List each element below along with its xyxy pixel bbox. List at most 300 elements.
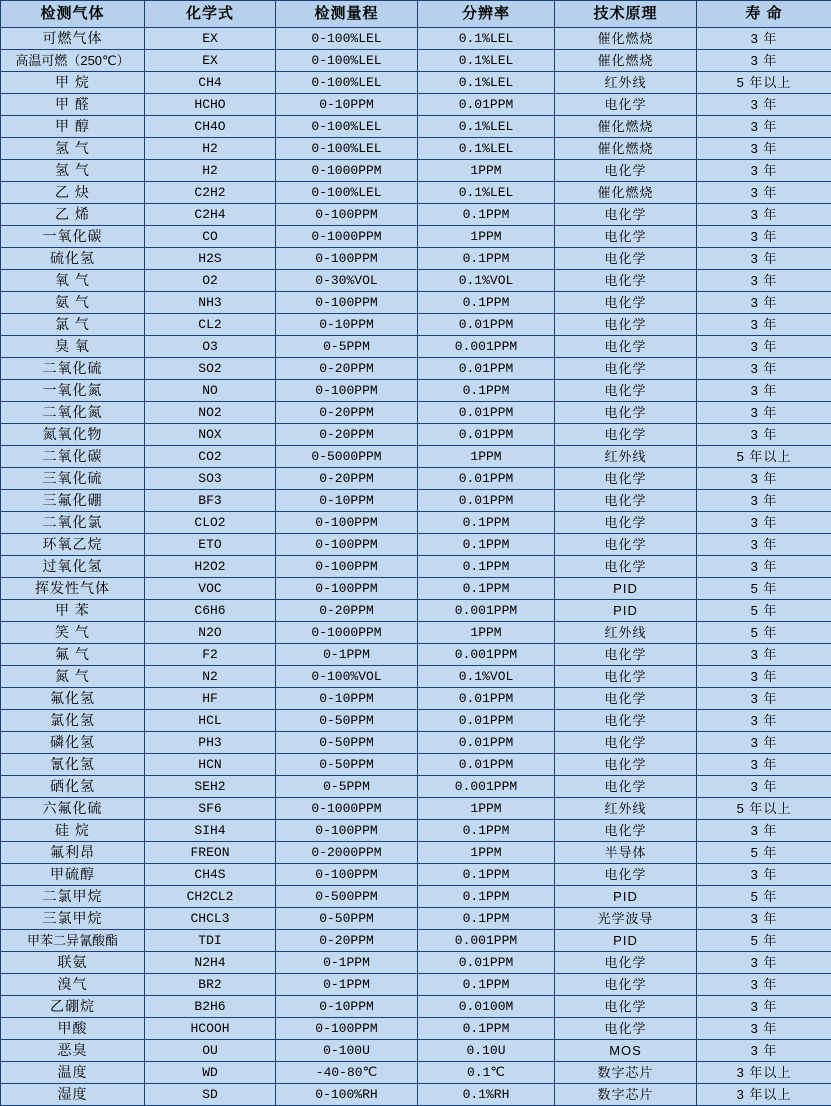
table-row <box>1 138 831 160</box>
cell-lifetime: 5 年 <box>697 578 831 600</box>
table-row <box>1 1084 831 1106</box>
cell-formula: N2H4 <box>145 952 276 974</box>
cell-principle: 电化学 <box>555 534 697 556</box>
cell-formula: CH4 <box>145 72 276 94</box>
cell-range: 0-20PPM <box>276 930 418 952</box>
cell-resolution: 1PPM <box>418 798 555 820</box>
cell-resolution: 0.1PPM <box>418 864 555 886</box>
cell-gas-name: 氮氧化物 <box>1 424 145 446</box>
cell-range: 0-100PPM <box>276 556 418 578</box>
cell-formula: SF6 <box>145 798 276 820</box>
cell-gas-name: 臭 氧 <box>1 336 145 358</box>
table-row <box>1 270 831 292</box>
cell-range: 0-10PPM <box>276 94 418 116</box>
cell-lifetime: 3 年 <box>697 556 831 578</box>
cell-gas-name: 二氧化碳 <box>1 446 145 468</box>
cell-range: 0-100%RH <box>276 1084 418 1106</box>
cell-gas-name: 笑 气 <box>1 622 145 644</box>
cell-lifetime: 3 年 <box>697 94 831 116</box>
cell-formula: HCOOH <box>145 1018 276 1040</box>
cell-lifetime: 3 年 <box>697 116 831 138</box>
cell-gas-name: 乙 烯 <box>1 204 145 226</box>
cell-range: 0-100PPM <box>276 820 418 842</box>
cell-range: 0-100PPM <box>276 864 418 886</box>
cell-gas-name: 氟化氢 <box>1 688 145 710</box>
cell-resolution: 0.0100M <box>418 996 555 1018</box>
cell-range: 0-100PPM <box>276 1018 418 1040</box>
table-row <box>1 336 831 358</box>
cell-resolution: 0.001PPM <box>418 930 555 952</box>
cell-lifetime: 3 年 <box>697 776 831 798</box>
cell-lifetime: 3 年以上 <box>697 1062 831 1084</box>
cell-principle: 电化学 <box>555 490 697 512</box>
cell-resolution: 0.1PPM <box>418 248 555 270</box>
cell-resolution: 0.01PPM <box>418 424 555 446</box>
cell-resolution: 1PPM <box>418 842 555 864</box>
cell-resolution: 0.1%VOL <box>418 666 555 688</box>
cell-resolution: 0.1PPM <box>418 1018 555 1040</box>
cell-gas-name: 湿度 <box>1 1084 145 1106</box>
cell-resolution: 0.01PPM <box>418 952 555 974</box>
cell-gas-name: 二氯甲烷 <box>1 886 145 908</box>
table-row <box>1 116 831 138</box>
cell-formula: N2O <box>145 622 276 644</box>
cell-lifetime: 3 年 <box>697 270 831 292</box>
cell-formula: CL2 <box>145 314 276 336</box>
cell-principle: 半导体 <box>555 842 697 864</box>
cell-lifetime: 3 年 <box>697 820 831 842</box>
cell-resolution: 0.01PPM <box>418 468 555 490</box>
cell-resolution: 1PPM <box>418 446 555 468</box>
cell-range: 0-1PPM <box>276 644 418 666</box>
cell-gas-name: 环氧乙烷 <box>1 534 145 556</box>
cell-formula: HCN <box>145 754 276 776</box>
table-row <box>1 182 831 204</box>
cell-gas-name: 氟 气 <box>1 644 145 666</box>
table-row <box>1 820 831 842</box>
cell-resolution: 0.1PPM <box>418 578 555 600</box>
cell-principle: 电化学 <box>555 1018 697 1040</box>
cell-gas-name: 氢 气 <box>1 138 145 160</box>
cell-lifetime: 3 年 <box>697 468 831 490</box>
cell-gas-name: 二氧化硫 <box>1 358 145 380</box>
table-row <box>1 886 831 908</box>
cell-principle: 电化学 <box>555 380 697 402</box>
cell-lifetime: 3 年 <box>697 424 831 446</box>
cell-lifetime: 3 年 <box>697 688 831 710</box>
cell-principle: 电化学 <box>555 94 697 116</box>
cell-formula: C6H6 <box>145 600 276 622</box>
cell-gas-name: 过氧化氢 <box>1 556 145 578</box>
cell-lifetime: 3 年 <box>697 226 831 248</box>
table-row <box>1 248 831 270</box>
table-row <box>1 314 831 336</box>
table-row <box>1 1062 831 1084</box>
cell-range: 0-100PPM <box>276 512 418 534</box>
cell-principle: PID <box>555 578 697 600</box>
cell-gas-name: 三氟化硼 <box>1 490 145 512</box>
cell-principle: 电化学 <box>555 996 697 1018</box>
header-principle: 技术原理 <box>555 1 697 28</box>
cell-principle: 电化学 <box>555 820 697 842</box>
cell-lifetime: 3 年 <box>697 358 831 380</box>
cell-gas-name: 氧 气 <box>1 270 145 292</box>
cell-lifetime: 5 年 <box>697 930 831 952</box>
cell-resolution: 0.1%LEL <box>418 50 555 72</box>
cell-formula: FREON <box>145 842 276 864</box>
cell-gas-name: 甲苯二异氰酸酯 <box>1 930 145 952</box>
cell-resolution: 0.1PPM <box>418 512 555 534</box>
cell-formula: NO2 <box>145 402 276 424</box>
cell-formula: CO <box>145 226 276 248</box>
cell-principle: 数字芯片 <box>555 1062 697 1084</box>
table-row <box>1 534 831 556</box>
cell-principle: MOS <box>555 1040 697 1062</box>
cell-resolution: 0.001PPM <box>418 600 555 622</box>
cell-range: -40-80℃ <box>276 1062 418 1084</box>
table-row <box>1 930 831 952</box>
cell-resolution: 0.01PPM <box>418 732 555 754</box>
cell-gas-name: 氟利昂 <box>1 842 145 864</box>
cell-gas-name: 氯 气 <box>1 314 145 336</box>
cell-principle: 电化学 <box>555 468 697 490</box>
cell-resolution: 0.001PPM <box>418 336 555 358</box>
cell-formula: NH3 <box>145 292 276 314</box>
cell-resolution: 0.1%LEL <box>418 28 555 50</box>
cell-formula: SIH4 <box>145 820 276 842</box>
cell-gas-name: 三氯甲烷 <box>1 908 145 930</box>
cell-resolution: 0.01PPM <box>418 314 555 336</box>
cell-resolution: 0.1PPM <box>418 908 555 930</box>
cell-range: 0-50PPM <box>276 710 418 732</box>
cell-lifetime: 3 年 <box>697 204 831 226</box>
cell-gas-name: 乙 炔 <box>1 182 145 204</box>
cell-gas-name: 硅 烷 <box>1 820 145 842</box>
cell-resolution: 0.1%VOL <box>418 270 555 292</box>
cell-gas-name: 一氧化碳 <box>1 226 145 248</box>
cell-formula: OU <box>145 1040 276 1062</box>
table-row <box>1 776 831 798</box>
cell-lifetime: 3 年 <box>697 996 831 1018</box>
cell-lifetime: 5 年 <box>697 842 831 864</box>
cell-gas-name: 硫化氢 <box>1 248 145 270</box>
cell-resolution: 0.1%LEL <box>418 138 555 160</box>
cell-gas-name: 高温可燃（250℃） <box>1 50 145 72</box>
cell-lifetime: 3 年 <box>697 534 831 556</box>
cell-range: 0-100%LEL <box>276 72 418 94</box>
cell-lifetime: 3 年以上 <box>697 1084 831 1106</box>
cell-gas-name: 二氧化氮 <box>1 402 145 424</box>
cell-resolution: 0.01PPM <box>418 490 555 512</box>
cell-lifetime: 3 年 <box>697 28 831 50</box>
cell-principle: 催化燃烧 <box>555 50 697 72</box>
cell-principle: 电化学 <box>555 644 697 666</box>
cell-lifetime: 3 年 <box>697 864 831 886</box>
table-row <box>1 908 831 930</box>
cell-principle: 电化学 <box>555 424 697 446</box>
cell-formula: VOC <box>145 578 276 600</box>
cell-formula: HCL <box>145 710 276 732</box>
cell-resolution: 0.1%LEL <box>418 116 555 138</box>
table-row <box>1 358 831 380</box>
cell-formula: WD <box>145 1062 276 1084</box>
cell-formula: C2H2 <box>145 182 276 204</box>
cell-resolution: 1PPM <box>418 226 555 248</box>
cell-range: 0-50PPM <box>276 754 418 776</box>
cell-resolution: 0.1PPM <box>418 380 555 402</box>
cell-principle: 电化学 <box>555 666 697 688</box>
cell-gas-name: 甲酸 <box>1 1018 145 1040</box>
cell-range: 0-20PPM <box>276 468 418 490</box>
cell-principle: 电化学 <box>555 314 697 336</box>
table-row <box>1 578 831 600</box>
cell-formula: N2 <box>145 666 276 688</box>
table-row <box>1 666 831 688</box>
cell-resolution: 0.01PPM <box>418 710 555 732</box>
cell-range: 0-10PPM <box>276 688 418 710</box>
table-row <box>1 1018 831 1040</box>
cell-lifetime: 3 年 <box>697 292 831 314</box>
cell-lifetime: 3 年 <box>697 160 831 182</box>
cell-formula: CH4S <box>145 864 276 886</box>
cell-gas-name: 二氧化氯 <box>1 512 145 534</box>
cell-range: 0-100PPM <box>276 248 418 270</box>
header-formula: 化学式 <box>145 1 276 28</box>
cell-range: 0-100PPM <box>276 292 418 314</box>
cell-lifetime: 5 年 <box>697 886 831 908</box>
table-row <box>1 952 831 974</box>
cell-principle: 红外线 <box>555 446 697 468</box>
cell-range: 0-2000PPM <box>276 842 418 864</box>
cell-range: 0-50PPM <box>276 732 418 754</box>
cell-resolution: 0.1PPM <box>418 556 555 578</box>
cell-resolution: 0.1PPM <box>418 534 555 556</box>
cell-resolution: 0.01PPM <box>418 754 555 776</box>
cell-formula: NOX <box>145 424 276 446</box>
cell-formula: CH4O <box>145 116 276 138</box>
cell-gas-name: 可燃气体 <box>1 28 145 50</box>
table-row <box>1 424 831 446</box>
cell-formula: CLO2 <box>145 512 276 534</box>
cell-lifetime: 3 年 <box>697 952 831 974</box>
cell-range: 0-1000PPM <box>276 160 418 182</box>
cell-gas-name: 恶臭 <box>1 1040 145 1062</box>
cell-lifetime: 3 年 <box>697 1018 831 1040</box>
table-row <box>1 798 831 820</box>
cell-range: 0-100%LEL <box>276 50 418 72</box>
cell-formula: H2 <box>145 160 276 182</box>
cell-resolution: 1PPM <box>418 160 555 182</box>
cell-range: 0-5PPM <box>276 336 418 358</box>
cell-resolution: 0.1PPM <box>418 820 555 842</box>
cell-principle: 电化学 <box>555 358 697 380</box>
cell-gas-name: 甲硫醇 <box>1 864 145 886</box>
cell-principle: 电化学 <box>555 402 697 424</box>
cell-formula: BR2 <box>145 974 276 996</box>
cell-range: 0-100PPM <box>276 380 418 402</box>
cell-lifetime: 3 年 <box>697 248 831 270</box>
cell-lifetime: 5 年以上 <box>697 72 831 94</box>
cell-gas-name: 六氟化硫 <box>1 798 145 820</box>
cell-formula: BF3 <box>145 490 276 512</box>
cell-principle: PID <box>555 600 697 622</box>
cell-resolution: 1PPM <box>418 622 555 644</box>
cell-resolution: 0.1%RH <box>418 1084 555 1106</box>
table-row <box>1 226 831 248</box>
cell-lifetime: 3 年 <box>697 336 831 358</box>
cell-lifetime: 3 年 <box>697 754 831 776</box>
cell-formula: SEH2 <box>145 776 276 798</box>
table-row <box>1 28 831 50</box>
cell-range: 0-100PPM <box>276 204 418 226</box>
cell-lifetime: 3 年 <box>697 512 831 534</box>
cell-principle: 电化学 <box>555 688 697 710</box>
cell-principle: PID <box>555 886 697 908</box>
cell-formula: SD <box>145 1084 276 1106</box>
cell-gas-name: 氨 气 <box>1 292 145 314</box>
cell-range: 0-10PPM <box>276 490 418 512</box>
cell-formula: PH3 <box>145 732 276 754</box>
cell-principle: 电化学 <box>555 732 697 754</box>
cell-lifetime: 3 年 <box>697 380 831 402</box>
table-row <box>1 754 831 776</box>
cell-formula: CH2CL2 <box>145 886 276 908</box>
cell-range: 0-10PPM <box>276 996 418 1018</box>
table-row <box>1 512 831 534</box>
cell-formula: CHCL3 <box>145 908 276 930</box>
cell-resolution: 0.1%LEL <box>418 72 555 94</box>
cell-lifetime: 3 年 <box>697 50 831 72</box>
cell-lifetime: 3 年 <box>697 644 831 666</box>
cell-gas-name: 联氨 <box>1 952 145 974</box>
cell-gas-name: 三氧化硫 <box>1 468 145 490</box>
cell-gas-name: 硒化氢 <box>1 776 145 798</box>
cell-lifetime: 5 年 <box>697 622 831 644</box>
cell-principle: 电化学 <box>555 160 697 182</box>
cell-resolution: 0.001PPM <box>418 644 555 666</box>
header-range: 检测量程 <box>276 1 418 28</box>
table-body <box>1 28 831 1106</box>
cell-lifetime: 3 年 <box>697 138 831 160</box>
cell-formula: TDI <box>145 930 276 952</box>
cell-resolution: 0.01PPM <box>418 402 555 424</box>
cell-range: 0-30%VOL <box>276 270 418 292</box>
cell-formula: EX <box>145 50 276 72</box>
cell-formula: EX <box>145 28 276 50</box>
cell-lifetime: 5 年以上 <box>697 798 831 820</box>
cell-principle: 数字芯片 <box>555 1084 697 1106</box>
table-row <box>1 72 831 94</box>
cell-principle: 红外线 <box>555 72 697 94</box>
cell-range: 0-1PPM <box>276 952 418 974</box>
cell-gas-name: 一氧化氮 <box>1 380 145 402</box>
cell-lifetime: 3 年 <box>697 710 831 732</box>
cell-range: 0-20PPM <box>276 402 418 424</box>
cell-resolution: 0.001PPM <box>418 776 555 798</box>
cell-resolution: 0.01PPM <box>418 688 555 710</box>
cell-range: 0-100PPM <box>276 578 418 600</box>
cell-resolution: 0.01PPM <box>418 94 555 116</box>
cell-resolution: 0.01PPM <box>418 358 555 380</box>
cell-formula: O3 <box>145 336 276 358</box>
cell-principle: 催化燃烧 <box>555 116 697 138</box>
table-row <box>1 204 831 226</box>
cell-range: 0-50PPM <box>276 908 418 930</box>
cell-lifetime: 3 年 <box>697 908 831 930</box>
cell-range: 0-5000PPM <box>276 446 418 468</box>
cell-principle: 红外线 <box>555 622 697 644</box>
header-resolution: 分辨率 <box>418 1 555 28</box>
cell-gas-name: 氰化氢 <box>1 754 145 776</box>
cell-principle: 电化学 <box>555 204 697 226</box>
cell-resolution: 0.1PPM <box>418 886 555 908</box>
cell-range: 0-5PPM <box>276 776 418 798</box>
table-row <box>1 732 831 754</box>
cell-resolution: 0.10U <box>418 1040 555 1062</box>
cell-range: 0-100%LEL <box>276 116 418 138</box>
cell-principle: 电化学 <box>555 248 697 270</box>
cell-principle: 电化学 <box>555 226 697 248</box>
cell-range: 0-1000PPM <box>276 226 418 248</box>
header-lifetime: 寿 命 <box>697 1 831 28</box>
table-row <box>1 600 831 622</box>
cell-range: 0-20PPM <box>276 424 418 446</box>
cell-formula: B2H6 <box>145 996 276 1018</box>
cell-formula: H2 <box>145 138 276 160</box>
cell-principle: 电化学 <box>555 754 697 776</box>
cell-range: 0-10PPM <box>276 314 418 336</box>
cell-resolution: 0.1PPM <box>418 204 555 226</box>
cell-principle: 电化学 <box>555 710 697 732</box>
cell-gas-name: 氯化氢 <box>1 710 145 732</box>
cell-range: 0-500PPM <box>276 886 418 908</box>
cell-principle: 催化燃烧 <box>555 138 697 160</box>
cell-principle: PID <box>555 930 697 952</box>
cell-range: 0-20PPM <box>276 600 418 622</box>
table-row <box>1 94 831 116</box>
table-row <box>1 160 831 182</box>
table-row <box>1 622 831 644</box>
cell-resolution: 0.1PPM <box>418 292 555 314</box>
cell-range: 0-100%LEL <box>276 182 418 204</box>
cell-formula: SO2 <box>145 358 276 380</box>
cell-range: 0-100PPM <box>276 534 418 556</box>
cell-lifetime: 3 年 <box>697 1040 831 1062</box>
cell-formula: H2S <box>145 248 276 270</box>
cell-gas-name: 温度 <box>1 1062 145 1084</box>
table-row <box>1 380 831 402</box>
cell-lifetime: 5 年以上 <box>697 446 831 468</box>
table-row <box>1 842 831 864</box>
cell-formula: HCHO <box>145 94 276 116</box>
table-row <box>1 446 831 468</box>
cell-formula: HF <box>145 688 276 710</box>
cell-range: 0-100%LEL <box>276 138 418 160</box>
table-row <box>1 996 831 1018</box>
cell-gas-name: 甲 烷 <box>1 72 145 94</box>
cell-principle: 电化学 <box>555 776 697 798</box>
table-row <box>1 556 831 578</box>
cell-range: 0-1000PPM <box>276 798 418 820</box>
table-row <box>1 710 831 732</box>
table-row <box>1 50 831 72</box>
cell-lifetime: 3 年 <box>697 402 831 424</box>
cell-gas-name: 氢 气 <box>1 160 145 182</box>
cell-resolution: 0.1%LEL <box>418 182 555 204</box>
cell-range: 0-20PPM <box>276 358 418 380</box>
cell-range: 0-1000PPM <box>276 622 418 644</box>
cell-gas-name: 甲 醇 <box>1 116 145 138</box>
